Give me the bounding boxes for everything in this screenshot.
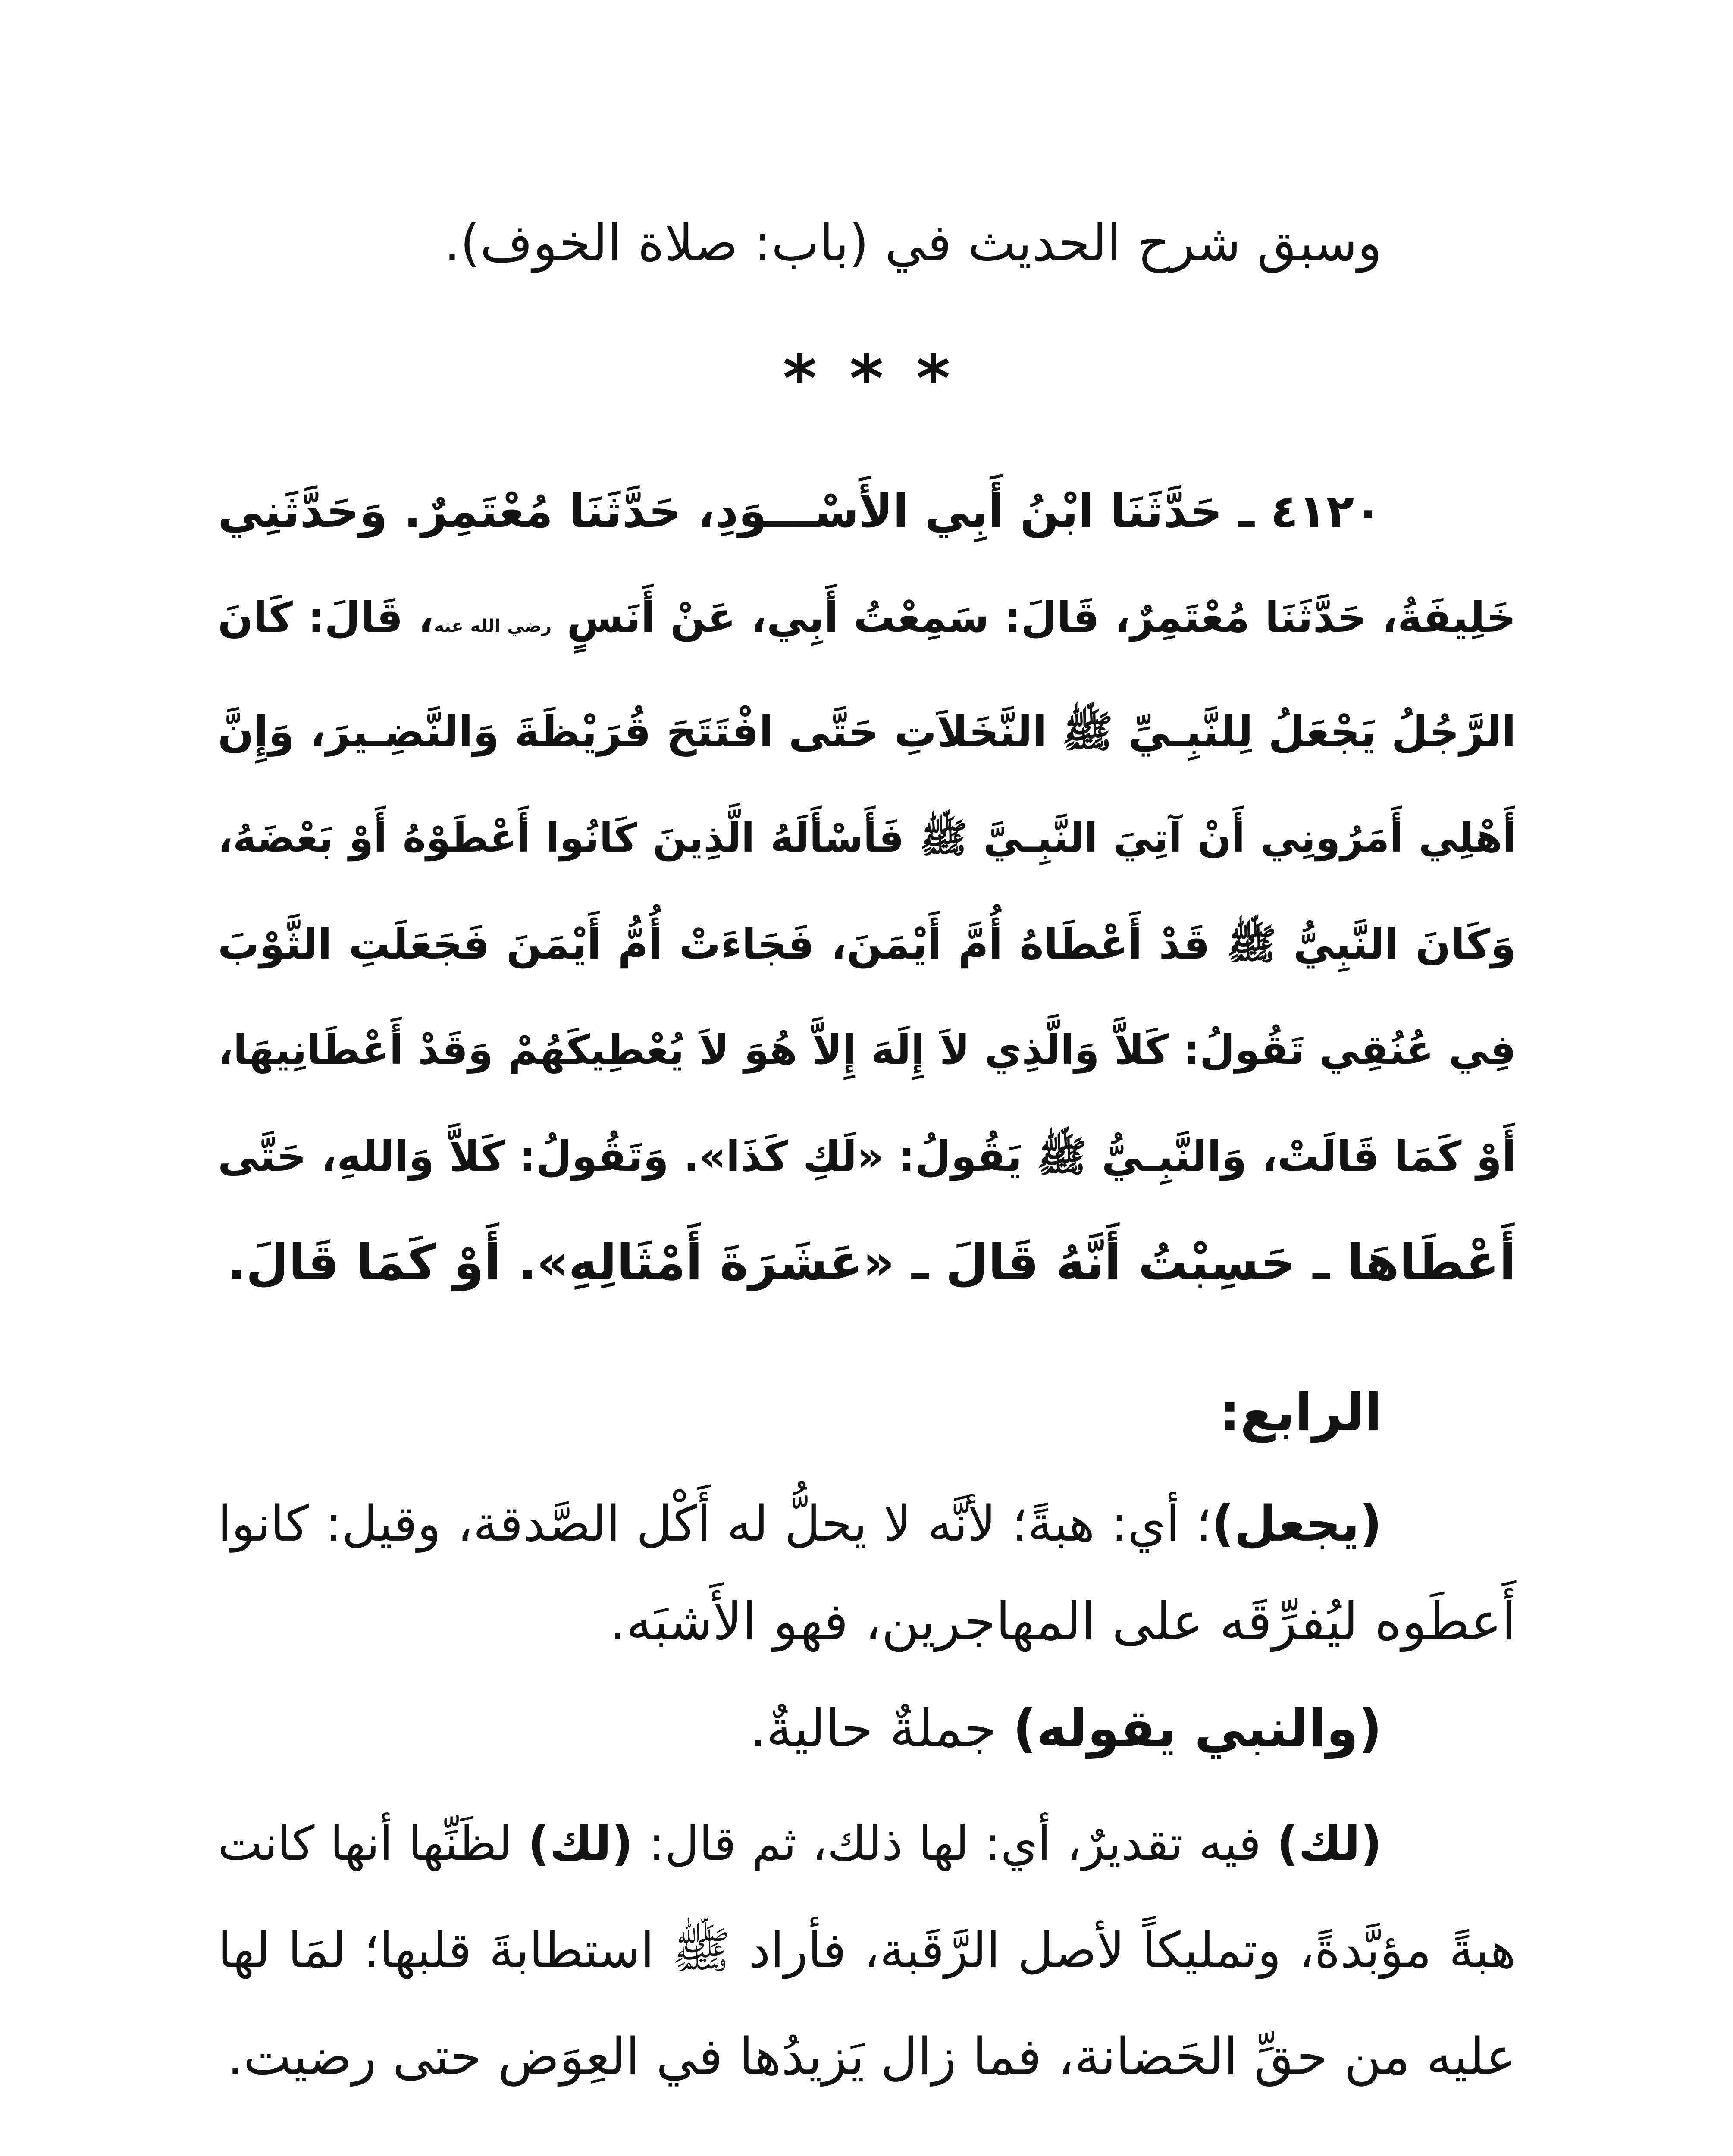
commentary-line [218, 1573, 1516, 1671]
hadith-line-text: الرَّجُلُ يَجْعَلُ لِلنَّبِـيِّ ﷺ النَّخَلاَتِ حَتَّى افْتَتَحَ قُرَيْظَةَ وَالنَّضِـيرَ، وَإِنَّ [218, 708, 1516, 757]
commentary-text: ؛ أي: هبةً؛ لأنَّه لا يحلُّ له أَكْل الصَّدقة، وقيل: كانوا [218, 1495, 1212, 1552]
hadith-line-7 [218, 1103, 1516, 1210]
hadith-line-text: فِي عُنُقِي تَقُولُ: كَلاَّ وَالَّذِي لاَ إِلَهَ إِلاَّ هُوَ لاَ يُعْطِيكَهُمْ وَقَدْ أَعْطَانِيهَا، [218, 1027, 1516, 1074]
hadith-line-3 [218, 679, 1516, 785]
commentary-term: (يجعل) [1211, 1495, 1382, 1552]
intro-line: وسبق شرح الحديث في (باب: صلاة الخوف). [444, 213, 1382, 273]
commentary-text: عليه من حقِّ الحَضانة، فما زال يَزيدُها في العِوَض حتى رضيت. [227, 2027, 1516, 2086]
commentary-line [218, 2003, 1516, 2110]
hadith-line-5 [218, 891, 1516, 997]
hadith-line-4 [218, 785, 1516, 891]
commentary-text: هبةً مؤبَّدةً، وتمليكاً لأصل الرَّقَبة، فأراد ﷺ استطابةَ قلبها؛ لمَا لها [218, 1921, 1516, 1979]
hadith-line-8 [218, 1210, 1516, 1316]
hadith-line-text: أَعْطَاهَا ـ حَسِبْتُ أَنَّهُ قَالَ ـ «عَشَرَةَ أَمْثَالِهِ». أَوْ كَمَا قَالَ. [227, 1234, 1516, 1291]
hadith-line-text: أَوْ كَمَا قَالَتْ، وَالنَّبِـيُّ ﷺ يَقُولُ: «لَكِ كَذَا». وَتَقُولُ: كَلاَّ وَاللهِ، حَتَّى [218, 1132, 1516, 1181]
commentary-term: (لك) [528, 1816, 633, 1871]
commentary-line [218, 1897, 1516, 2003]
commentary-text: فيه تقديرٌ، أي: لها ذلك، ثم قال: [633, 1816, 1277, 1871]
hadith-line-text: خَلِيفَةُ، حَدَّثَنَا مُعْتَمِرٌ، قَالَ: سَمِعْتُ أَبِي، عَنْ أَنَسٍ [552, 593, 1516, 642]
commentary-paragraph-1 [218, 1475, 1516, 1671]
commentary-paragraph-2 [218, 1680, 1516, 1778]
honorific-radiallahu-anhu: رضي الله عنه [434, 616, 552, 636]
commentary-term: (والنبي يقوله) [1012, 1699, 1382, 1759]
commentary-line [218, 1475, 1516, 1573]
commentary-text: أَعطَوه ليُفرِّقَه على المهاجرين، فهو الأَشبَه. [609, 1592, 1516, 1652]
commentary-text: لظَنِّها أنها كانت [218, 1816, 528, 1871]
hadith-line-text: ٤١٢٠ ـ حَدَّثَنَا ابْنُ أَبِي الأَسْـــوَدِ، حَدَّثَنَا مُعْتَمِرٌ. وَحَدَّثَنِي [218, 485, 1382, 538]
commentary-line [218, 1790, 1516, 1897]
hadith-line-6 [218, 997, 1516, 1103]
commentary-term: (لك) [1276, 1816, 1382, 1871]
commentary-text: جملةٌ حاليةٌ. [749, 1699, 1013, 1759]
commentary-paragraph-3 [218, 1790, 1516, 2110]
hadith-line-1 [218, 458, 1516, 564]
section-heading: الرابع: [1219, 1383, 1382, 1443]
hadith-line-text: ، قَالَ: كَانَ [218, 593, 434, 642]
hadith-line-text: وَكَانَ النَّبِيُّ ﷺ قَدْ أَعْطَاهُ أُمَّ أَيْمَنَ، فَجَاءَتْ أُمُّ أَيْمَنَ فَجَعَلَتِ الثَّوْبَ [218, 920, 1516, 968]
commentary-line [218, 1680, 1516, 1778]
hadith-block [218, 458, 1516, 1316]
separator-stars-top: * * * [783, 342, 950, 417]
hadith-line-2 [218, 564, 1516, 679]
hadith-line-text: أَهْلِي أَمَرُونِي أَنْ آتِيَ النَّبِـيَّ ﷺ فَأَسْأَلَهُ الَّذِينَ كَانُوا أَعْطَوْهُ أَوْ بَعْضَهُ، [218, 815, 1516, 861]
